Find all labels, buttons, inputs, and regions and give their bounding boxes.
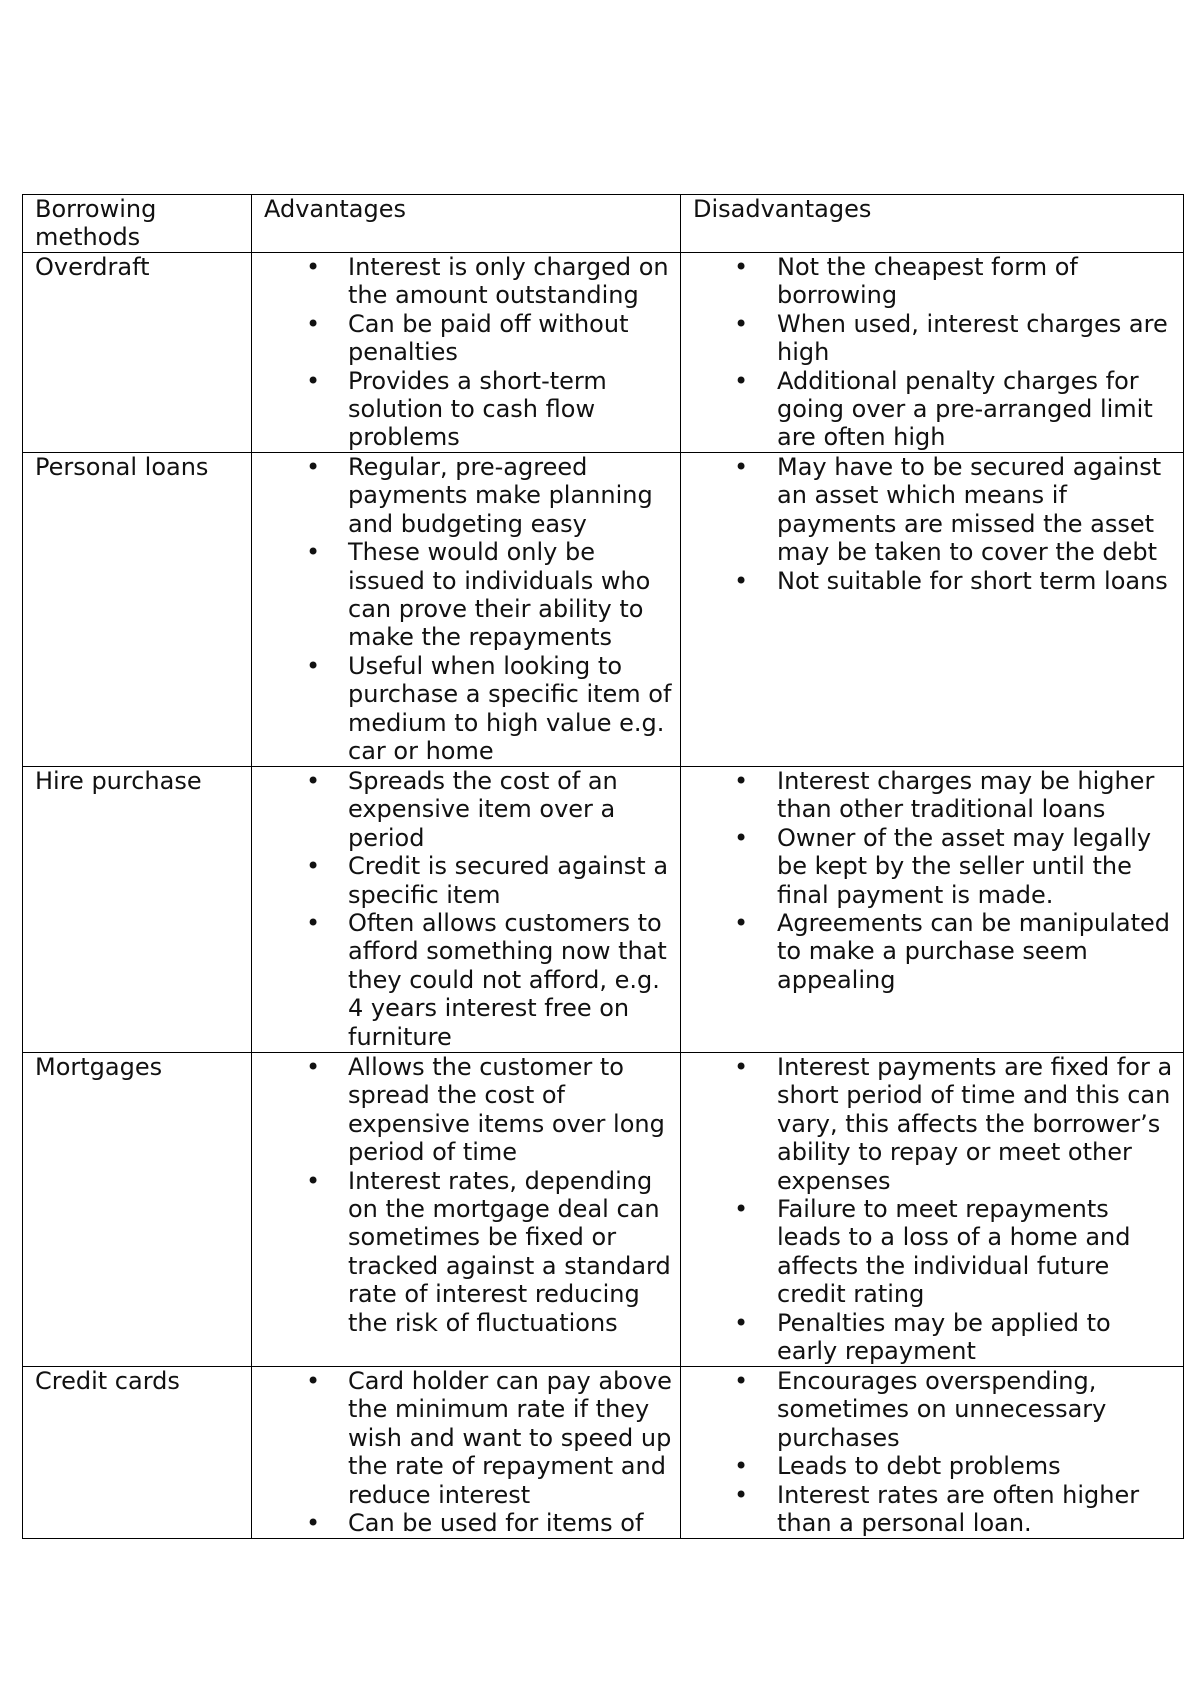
advantages-list — [264, 767, 672, 1051]
table-row — [23, 1367, 1184, 1539]
disadvantage-item: • Not suitable for short term loans — [693, 567, 1175, 595]
advantages-cell — [252, 1367, 681, 1539]
advantage-item: • Card holder can pay above the minimum rate if they wish and want to speed up the rate of repayment and reduce interest — [264, 1367, 672, 1509]
disadvantages-list — [693, 453, 1175, 595]
table-row — [23, 767, 1184, 1053]
disadvantage-item: • Interest rates are often higher than a personal loan. — [693, 1481, 1175, 1538]
disadvantage-item: • Encourages overspending, sometimes on unnecessary purchases — [693, 1367, 1175, 1452]
disadvantages-cell — [681, 767, 1184, 1053]
disadvantages-list — [693, 253, 1175, 452]
disadvantage-item: • Interest payments are fixed for a short period of time and this can vary, this affects the borrower’s ability to repay or meet other expenses — [693, 1053, 1175, 1195]
disadvantages-cell — [681, 253, 1184, 453]
advantages-cell — [252, 253, 681, 453]
header-disadvantages: Disadvantages — [681, 195, 1184, 253]
disadvantages-cell — [681, 1053, 1184, 1367]
method-cell: Credit cards — [23, 1367, 252, 1539]
advantage-item: • Useful when looking to purchase a specific item of medium to high value e.g. car or home — [264, 652, 672, 766]
method-cell: Personal loans — [23, 453, 252, 767]
method-cell: Hire purchase — [23, 767, 252, 1053]
advantages-list — [264, 453, 672, 765]
disadvantage-item: • Failure to meet repayments leads to a loss of a home and affects the individual future credit rating — [693, 1195, 1175, 1309]
table-row — [23, 1053, 1184, 1367]
advantage-item: • Often allows customers to afford something now that they could not afford, e.g. 4 years interest free on furniture — [264, 909, 672, 1051]
advantages-cell — [252, 1053, 681, 1367]
header-borrowing-methods: Borrowing methods — [23, 195, 252, 253]
advantages-cell — [252, 767, 681, 1053]
table-row — [23, 253, 1184, 453]
advantage-item: • Can be used for items of — [264, 1509, 672, 1537]
advantage-item: • Regular, pre-agreed payments make planning and budgeting easy — [264, 453, 672, 538]
borrowing-methods-table — [22, 194, 1184, 1539]
advantages-list — [264, 1053, 672, 1337]
method-cell: Mortgages — [23, 1053, 252, 1367]
disadvantages-cell — [681, 1367, 1184, 1539]
disadvantage-item: • Interest charges may be higher than other traditional loans — [693, 767, 1175, 824]
disadvantage-item: • When used, interest charges are high — [693, 310, 1175, 367]
advantage-item: • Interest is only charged on the amount outstanding — [264, 253, 672, 310]
disadvantage-item: • May have to be secured against an asset which means if payments are missed the asset may be taken to cover the debt — [693, 453, 1175, 567]
advantage-item: • Spreads the cost of an expensive item over a period — [264, 767, 672, 852]
disadvantages-list — [693, 1367, 1175, 1537]
disadvantages-cell — [681, 453, 1184, 767]
disadvantage-item: • Owner of the asset may legally be kept by the seller until the final payment is made. — [693, 824, 1175, 909]
advantage-item: • Provides a short-term solution to cash flow problems — [264, 367, 672, 452]
advantage-item: • Can be paid off without penalties — [264, 310, 672, 367]
disadvantage-item: • Additional penalty charges for going over a pre-arranged limit are often high — [693, 367, 1175, 452]
table-header-row — [23, 195, 1184, 253]
header-advantages: Advantages — [252, 195, 681, 253]
disadvantage-item: • Penalties may be applied to early repayment — [693, 1309, 1175, 1366]
disadvantages-list — [693, 767, 1175, 994]
advantage-item: • Interest rates, depending on the mortgage deal can sometimes be fixed or tracked against a standard rate of interest reducing the risk of fluctuations — [264, 1167, 672, 1337]
disadvantages-list — [693, 1053, 1175, 1365]
advantage-item: • These would only be issued to individuals who can prove their ability to make the repayments — [264, 538, 672, 652]
advantages-list — [264, 253, 672, 452]
advantages-cell — [252, 453, 681, 767]
disadvantage-item: • Not the cheapest form of borrowing — [693, 253, 1175, 310]
advantages-list — [264, 1367, 672, 1537]
advantage-item: • Credit is secured against a specific item — [264, 852, 672, 909]
method-cell: Overdraft — [23, 253, 252, 453]
table-row — [23, 453, 1184, 767]
advantage-item: • Allows the customer to spread the cost of expensive items over long period of time — [264, 1053, 672, 1167]
disadvantage-item: • Agreements can be manipulated to make a purchase seem appealing — [693, 909, 1175, 994]
disadvantage-item: • Leads to debt problems — [693, 1452, 1175, 1480]
